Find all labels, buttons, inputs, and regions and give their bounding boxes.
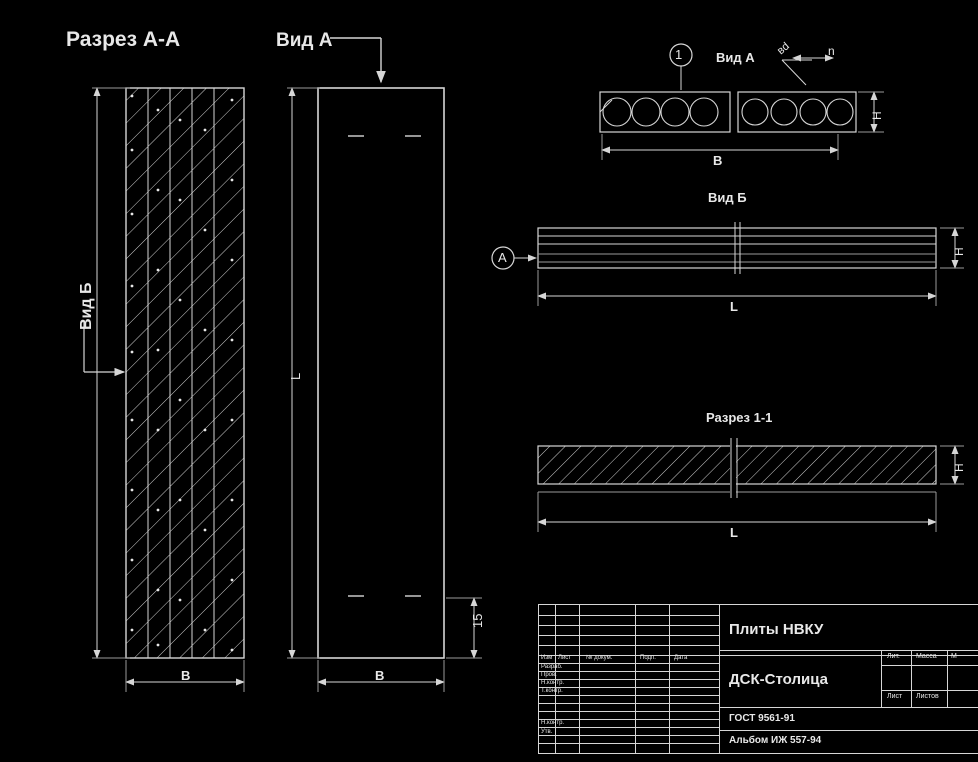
tb-row-nkontr2: Н.контр. (541, 720, 565, 726)
tb-row-razrab: Разраб. (541, 664, 563, 670)
title-section-aa: Разрез А-А (66, 28, 181, 51)
dim-n: n (828, 44, 835, 58)
title-view-a-right: Вид А (716, 50, 755, 65)
dim-thickness-15: 15 (470, 613, 485, 628)
tb-col-doc: № докум. (586, 655, 613, 661)
tb-row-utv: Утв. (541, 729, 553, 735)
tb-right-col-massa: Масса (916, 653, 937, 660)
tb-right-col-lit: Лит. (887, 653, 900, 660)
dim-h-section-11: H (952, 463, 966, 472)
tb-album: Альбом ИЖ 557-94 (729, 735, 822, 746)
tb-company: ДСК-Столица (729, 671, 828, 688)
dim-b-left: B (181, 668, 191, 683)
tb-row-prov: Пров. (541, 672, 557, 678)
tb-col-podp: Подп. (640, 655, 656, 661)
dim-b-mid: B (375, 668, 385, 683)
dim-h-view-b: H (952, 247, 966, 256)
callout-node-a: А (498, 250, 507, 265)
title-view-a-left: Вид А (276, 30, 333, 51)
title-section-11: Разрез 1-1 (706, 410, 773, 425)
tb-right-row-list: Лист (887, 693, 903, 700)
tb-col-data: Дата (674, 655, 688, 661)
title-block (538, 604, 978, 754)
tb-right-col-m: М (951, 653, 957, 660)
tb-standard: ГОСТ 9561-91 (729, 713, 795, 724)
callout-node-1: 1 (675, 47, 683, 62)
title-view-b-right: Вид Б (708, 190, 747, 205)
tb-right-row-listov: Листов (916, 693, 939, 700)
tb-col-list: Лист (558, 655, 572, 661)
tb-row-tkontr: Т.контр. (541, 688, 563, 694)
tb-col-izm: Изм (541, 655, 553, 661)
dim-l-left: L (288, 372, 303, 380)
tb-row-nkontr: Н.контр. (541, 680, 565, 686)
label-view-b-left: Вид Б (78, 282, 95, 330)
dim-l-view-b: L (730, 299, 738, 314)
dim-b-top-right: B (713, 153, 723, 168)
dim-h-view-a: H (870, 111, 884, 120)
dim-l-section-11: L (730, 525, 738, 540)
dim-bd: вd (775, 40, 792, 58)
tb-product: Плиты НВКУ (729, 621, 824, 638)
